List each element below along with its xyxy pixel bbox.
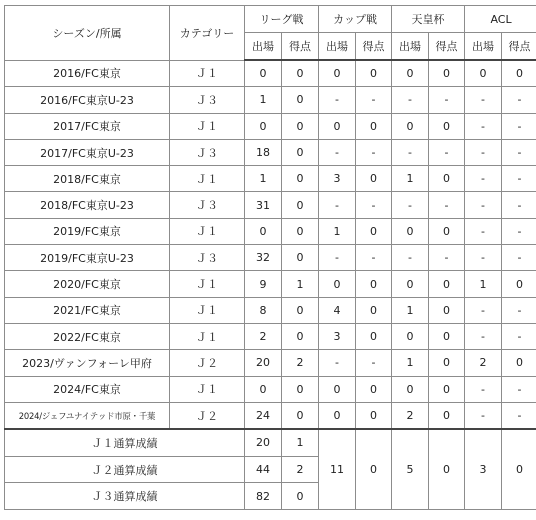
total-league-goals: 1 [282, 429, 319, 456]
cup-goals-cell: - [356, 192, 392, 218]
cup-apps-cell: 3 [319, 323, 356, 349]
acl-goals-cell: - [502, 139, 536, 165]
category-cell: Ｊ３ [170, 87, 245, 113]
cup-goals-cell: - [356, 350, 392, 376]
league-apps-cell: 0 [245, 218, 282, 244]
league-goals-cell: 0 [282, 113, 319, 139]
total-row-j1 [5, 429, 536, 456]
season-cell: 2019/FC東京U-23 [5, 245, 170, 271]
league-goals-cell: 0 [282, 87, 319, 113]
emperor-goals-cell: - [429, 245, 465, 271]
header-emperor-goals: 得点 [429, 33, 465, 61]
emperor-apps-cell: 1 [392, 297, 429, 323]
cup-goals-cell: 0 [356, 113, 392, 139]
acl-apps-cell: - [465, 192, 502, 218]
season-cell: 2020/FC東京 [5, 271, 170, 297]
emperor-apps-cell: - [392, 245, 429, 271]
cup-apps-cell: 0 [319, 271, 356, 297]
acl-apps-cell: - [465, 323, 502, 349]
total-label: Ｊ３通算成績 [5, 483, 245, 510]
season-cell: 2021/FC東京 [5, 297, 170, 323]
acl-apps-cell: - [465, 297, 502, 323]
category-cell: Ｊ２ [170, 350, 245, 376]
category-cell: Ｊ３ [170, 192, 245, 218]
emperor-apps-cell: - [392, 87, 429, 113]
category-cell: Ｊ１ [170, 323, 245, 349]
season-cell: 2022/FC東京 [5, 323, 170, 349]
total-label: Ｊ１通算成績 [5, 429, 245, 456]
table-row [5, 139, 536, 165]
league-apps-cell: 1 [245, 166, 282, 192]
table-row [5, 166, 536, 192]
header-category: カテゴリー [170, 6, 245, 61]
league-goals-cell: 0 [282, 245, 319, 271]
league-goals-cell: 0 [282, 60, 319, 87]
cup-apps-cell: 0 [319, 402, 356, 429]
total-label: Ｊ２通算成績 [5, 456, 245, 483]
acl-apps-cell: - [465, 402, 502, 429]
category-cell: Ｊ１ [170, 166, 245, 192]
header-league: リーグ戦 [245, 6, 319, 33]
emperor-apps-cell: 0 [392, 376, 429, 402]
season-rows [5, 60, 536, 429]
table-row [5, 323, 536, 349]
cup-goals-cell: 0 [356, 376, 392, 402]
emperor-goals-cell: 0 [429, 402, 465, 429]
acl-goals-cell: - [502, 218, 536, 244]
table-row [5, 113, 536, 139]
cup-apps-cell: - [319, 245, 356, 271]
total-league-apps: 20 [245, 429, 282, 456]
emperor-apps-cell: 1 [392, 350, 429, 376]
total-cup-apps: 11 [319, 429, 356, 509]
cup-apps-cell: 4 [319, 297, 356, 323]
acl-apps-cell: 0 [465, 60, 502, 87]
table-header [5, 6, 536, 61]
emperor-apps-cell: 1 [392, 166, 429, 192]
header-emperor-apps: 出場 [392, 33, 429, 61]
category-cell: Ｊ１ [170, 376, 245, 402]
league-apps-cell: 1 [245, 87, 282, 113]
cup-apps-cell: - [319, 350, 356, 376]
league-apps-cell: 32 [245, 245, 282, 271]
category-cell: Ｊ２ [170, 402, 245, 429]
emperor-apps-cell: 0 [392, 218, 429, 244]
emperor-goals-cell: - [429, 139, 465, 165]
league-apps-cell: 0 [245, 60, 282, 87]
acl-goals-cell: 0 [502, 350, 536, 376]
cup-goals-cell: 0 [356, 297, 392, 323]
acl-goals-cell: - [502, 166, 536, 192]
league-goals-cell: 1 [282, 271, 319, 297]
cup-goals-cell: 0 [356, 166, 392, 192]
header-league-apps: 出場 [245, 33, 282, 61]
season-cell: 2018/FC東京 [5, 166, 170, 192]
league-apps-cell: 2 [245, 323, 282, 349]
acl-apps-cell: - [465, 87, 502, 113]
acl-apps-cell: - [465, 166, 502, 192]
cup-apps-cell: 0 [319, 376, 356, 402]
acl-goals-cell: - [502, 192, 536, 218]
cup-goals-cell: - [356, 139, 392, 165]
category-cell: Ｊ３ [170, 245, 245, 271]
cup-goals-cell: 0 [356, 323, 392, 349]
category-cell: Ｊ１ [170, 297, 245, 323]
league-goals-cell: 0 [282, 192, 319, 218]
league-goals-cell: 0 [282, 218, 319, 244]
season-cell: 2018/FC東京U-23 [5, 192, 170, 218]
category-cell: Ｊ１ [170, 271, 245, 297]
total-league-goals: 0 [282, 483, 319, 510]
emperor-goals-cell: 0 [429, 297, 465, 323]
cup-goals-cell: 0 [356, 218, 392, 244]
league-goals-cell: 0 [282, 376, 319, 402]
category-cell: Ｊ１ [170, 218, 245, 244]
season-cell: 2016/FC東京 [5, 60, 170, 87]
cup-apps-cell: - [319, 139, 356, 165]
league-goals-cell: 0 [282, 297, 319, 323]
table-row [5, 192, 536, 218]
cup-goals-cell: 0 [356, 60, 392, 87]
emperor-apps-cell: 0 [392, 323, 429, 349]
header-acl-apps: 出場 [465, 33, 502, 61]
league-apps-cell: 20 [245, 350, 282, 376]
emperor-apps-cell: - [392, 192, 429, 218]
total-league-apps: 82 [245, 483, 282, 510]
cup-apps-cell: - [319, 87, 356, 113]
emperor-goals-cell: 0 [429, 323, 465, 349]
emperor-apps-cell: 0 [392, 271, 429, 297]
emperor-goals-cell: 0 [429, 60, 465, 87]
cup-goals-cell: 0 [356, 271, 392, 297]
total-acl-goals: 0 [502, 429, 536, 509]
acl-goals-cell: 0 [502, 271, 536, 297]
career-stats-table [4, 5, 536, 510]
emperor-goals-cell: 0 [429, 218, 465, 244]
table-row [5, 87, 536, 113]
category-cell: Ｊ１ [170, 113, 245, 139]
acl-apps-cell: 1 [465, 271, 502, 297]
season-cell: 2016/FC東京U-23 [5, 87, 170, 113]
emperor-goals-cell: 0 [429, 113, 465, 139]
acl-goals-cell: - [502, 113, 536, 139]
table-row [5, 350, 536, 376]
acl-goals-cell: - [502, 323, 536, 349]
emperor-goals-cell: - [429, 192, 465, 218]
totals-section [5, 429, 536, 509]
cup-apps-cell: 1 [319, 218, 356, 244]
cup-goals-cell: 0 [356, 402, 392, 429]
season-cell: 2017/FC東京 [5, 113, 170, 139]
emperor-goals-cell: 0 [429, 271, 465, 297]
emperor-apps-cell: - [392, 139, 429, 165]
cup-goals-cell: - [356, 87, 392, 113]
header-cup-apps: 出場 [319, 33, 356, 61]
league-apps-cell: 18 [245, 139, 282, 165]
total-emperor-apps: 5 [392, 429, 429, 509]
cup-apps-cell: - [319, 192, 356, 218]
table-row [5, 60, 536, 87]
league-goals-cell: 0 [282, 323, 319, 349]
league-apps-cell: 24 [245, 402, 282, 429]
league-goals-cell: 2 [282, 350, 319, 376]
header-acl: ACL [465, 6, 536, 33]
season-cell: 2024/FC東京 [5, 376, 170, 402]
acl-apps-cell: - [465, 245, 502, 271]
header-cup-goals: 得点 [356, 33, 392, 61]
emperor-goals-cell: - [429, 87, 465, 113]
cup-goals-cell: - [356, 245, 392, 271]
emperor-apps-cell: 0 [392, 113, 429, 139]
table-row [5, 297, 536, 323]
acl-goals-cell: - [502, 376, 536, 402]
header-season: シーズン/所属 [5, 6, 170, 61]
table-row [5, 271, 536, 297]
acl-goals-cell: 0 [502, 60, 536, 87]
cup-apps-cell: 0 [319, 113, 356, 139]
emperor-goals-cell: 0 [429, 350, 465, 376]
league-apps-cell: 0 [245, 113, 282, 139]
total-cup-goals: 0 [356, 429, 392, 509]
acl-apps-cell: - [465, 113, 502, 139]
total-league-goals: 2 [282, 456, 319, 483]
league-apps-cell: 8 [245, 297, 282, 323]
stats-table-container [4, 5, 536, 510]
table-row [5, 218, 536, 244]
cup-apps-cell: 3 [319, 166, 356, 192]
acl-apps-cell: - [465, 376, 502, 402]
table-row [5, 245, 536, 271]
season-cell: 2023/ヴァンフォーレ甲府 [5, 350, 170, 376]
league-apps-cell: 0 [245, 376, 282, 402]
league-apps-cell: 9 [245, 271, 282, 297]
emperor-goals-cell: 0 [429, 166, 465, 192]
acl-apps-cell: 2 [465, 350, 502, 376]
table-row [5, 402, 536, 429]
acl-apps-cell: - [465, 218, 502, 244]
header-league-goals: 得点 [282, 33, 319, 61]
season-cell: 2017/FC東京U-23 [5, 139, 170, 165]
cup-apps-cell: 0 [319, 60, 356, 87]
acl-apps-cell: - [465, 139, 502, 165]
league-goals-cell: 0 [282, 402, 319, 429]
acl-goals-cell: - [502, 87, 536, 113]
league-goals-cell: 0 [282, 166, 319, 192]
emperor-goals-cell: 0 [429, 376, 465, 402]
category-cell: Ｊ１ [170, 60, 245, 87]
total-acl-apps: 3 [465, 429, 502, 509]
header-emperor-cup: 天皇杯 [392, 6, 465, 33]
league-goals-cell: 0 [282, 139, 319, 165]
acl-goals-cell: - [502, 402, 536, 429]
table-row [5, 376, 536, 402]
category-cell: Ｊ３ [170, 139, 245, 165]
acl-goals-cell: - [502, 245, 536, 271]
total-league-apps: 44 [245, 456, 282, 483]
header-cup: カップ戦 [319, 6, 392, 33]
acl-goals-cell: - [502, 297, 536, 323]
season-cell: 2019/FC東京 [5, 218, 170, 244]
header-acl-goals: 得点 [502, 33, 536, 61]
total-emperor-goals: 0 [429, 429, 465, 509]
league-apps-cell: 31 [245, 192, 282, 218]
emperor-apps-cell: 2 [392, 402, 429, 429]
season-cell: 2024/ジェフユナイテッド市原・千葉 [5, 402, 170, 429]
emperor-apps-cell: 0 [392, 60, 429, 87]
